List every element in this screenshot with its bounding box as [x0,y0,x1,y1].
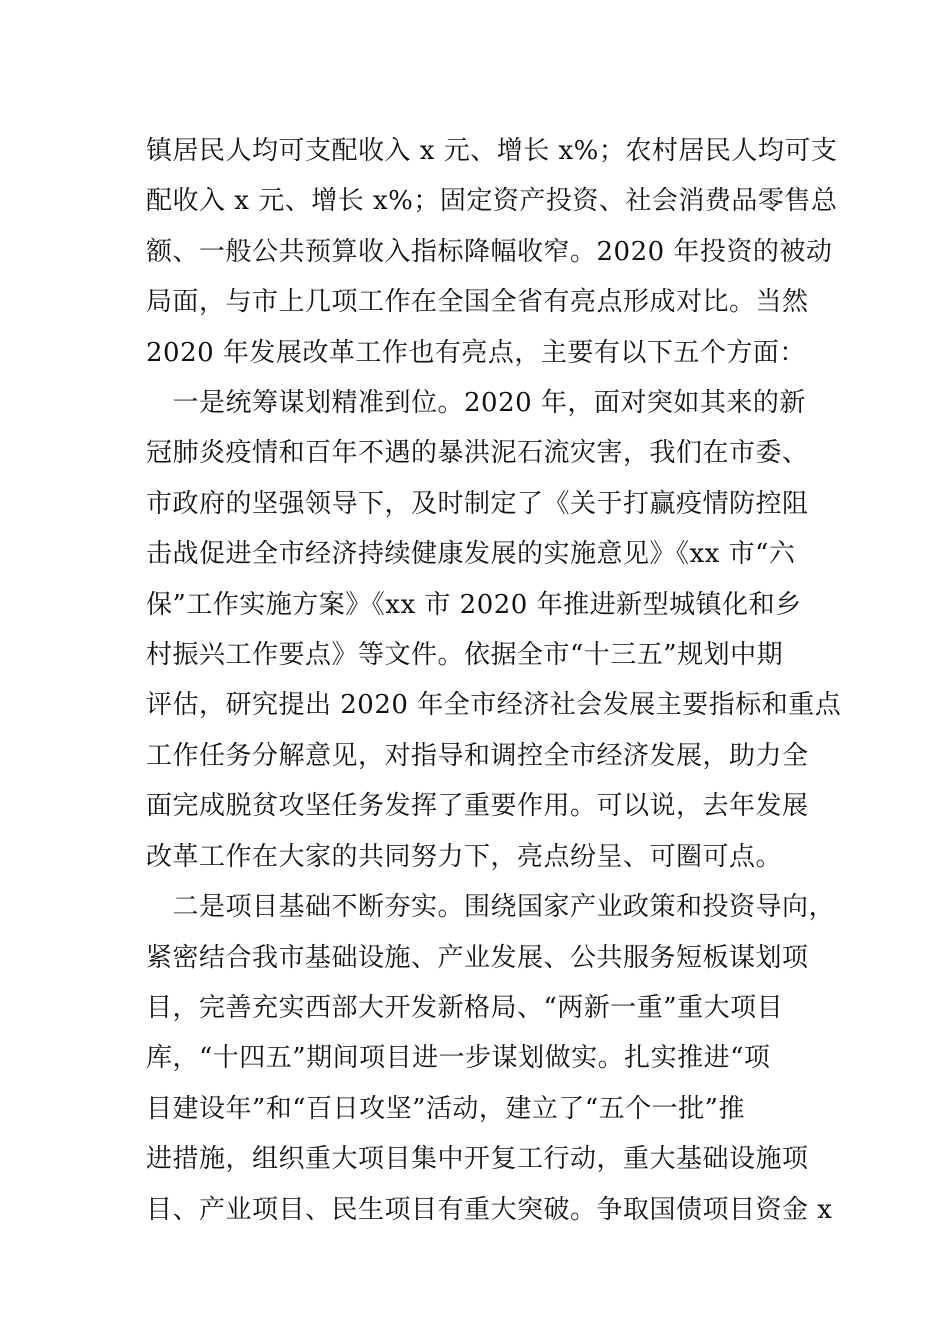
text-line: 配收入 x 元、增长 x%；固定资产投资、社会消费品零售总 [146,186,838,217]
body-text [146,126,842,1235]
text-line: 工作任务分解意见，对指导和调控全市经济发展，助力全 [146,740,809,771]
text-line: 目建设年”和“百日攻坚”活动，建立了“五个一批”推 [146,1093,745,1124]
text-line: 保”工作实施方案》《xx 市 2020 年推进新型城镇化和乡 [146,589,802,620]
paragraph [146,882,836,1235]
text-line: 目、产业项目、民生项目有重大突破。争取国债项目资金 x [146,1194,833,1225]
text-line: 进措施，组织重大项目集中开复工行动，重大基础设施项 [146,1144,809,1175]
text-line: 市政府的坚强领导下，及时制定了《关于打赢疫情防控阻 [146,488,809,519]
text-line: 二是项目基础不断夯实。围绕国家产业政策和投资导向， [146,892,836,923]
text-line: 评估，研究提出 2020 年全市经济社会发展主要指标和重点 [146,690,842,721]
text-line: 2020 年发展改革工作也有亮点，主要有以下五个方面： [146,337,806,368]
text-line: 局面，与市上几项工作在全国全省有亮点形成对比。当然 [146,287,809,318]
paragraph [146,378,842,882]
text-line: 库，“十四五”期间项目进一步谋划做实。扎实推进“项 [146,1043,771,1074]
text-line: 冠肺炎疫情和百年不遇的暴洪泥石流灾害，我们在市委、 [146,438,809,469]
text-line: 额、一般公共预算收入指标降幅收窄。2020 年投资的被动 [146,236,833,267]
paragraph [146,126,838,378]
text-line: 一是统筹谋划精准到位。2020 年，面对突如其来的新 [146,388,806,419]
text-line: 村振兴工作要点》等文件。依据全市“十三五”规划中期 [146,640,784,671]
text-line: 面完成脱贫攻坚任务发挥了重要作用。可以说，去年发展 [146,791,809,822]
text-line: 击战促进全市经济持续健康发展的实施意见》《xx 市“六 [146,539,796,570]
text-line: 紧密结合我市基础设施、产业发展、公共服务短板谋划项 [146,942,809,973]
text-line: 改革工作在大家的共同努力下，亮点纷呈、可圈可点。 [146,841,783,872]
text-line: 目，完善充实西部大开发新格局、“两新一重”重大项目 [146,992,784,1023]
text-line: 镇居民人均可支配收入 x 元、增长 x%；农村居民人均可支 [146,136,838,166]
